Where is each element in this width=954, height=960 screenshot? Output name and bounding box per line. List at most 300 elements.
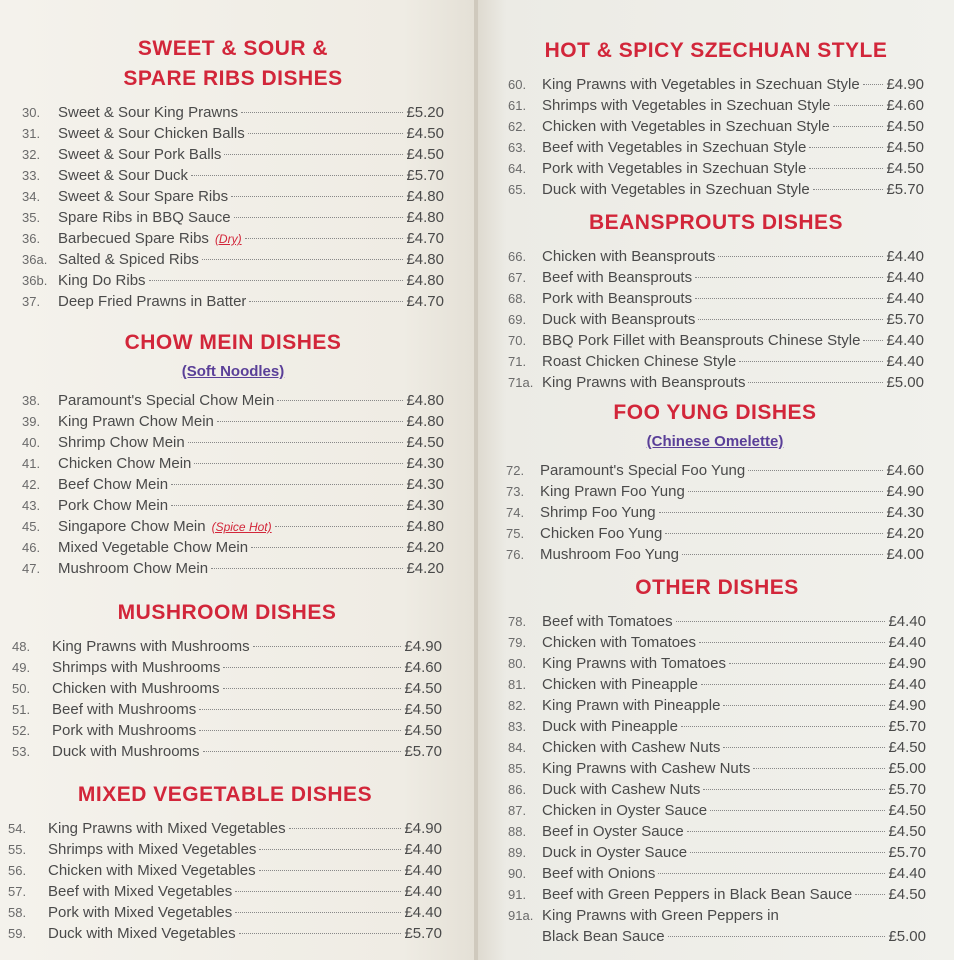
item-price: £4.30	[406, 455, 444, 472]
item-name: Duck with Mixed Vegetables	[48, 925, 236, 942]
leader-dots	[833, 126, 884, 127]
item-number: 38.	[22, 393, 41, 408]
item-name: King Prawns with Beansprouts	[542, 374, 746, 391]
menu-item	[22, 186, 444, 207]
menu-item	[22, 270, 444, 291]
item-price: £4.40	[404, 841, 442, 858]
item-price: £4.60	[886, 462, 924, 479]
menu-item-continued	[508, 926, 926, 947]
leader-dots	[239, 933, 402, 934]
item-name: Beef with Mixed Vegetables	[48, 883, 233, 900]
section-heading: MIXED VEGETABLE DISHES	[77, 783, 373, 806]
item-price: £4.90	[888, 697, 926, 714]
item-number: 65.	[508, 182, 527, 197]
leader-dots	[695, 277, 883, 278]
menu-section	[22, 34, 444, 312]
item-number: 56.	[8, 863, 27, 878]
menu-item	[12, 636, 442, 657]
item-price: £4.90	[886, 76, 924, 93]
leader-dots	[687, 831, 886, 832]
item-number: 55.	[8, 842, 27, 857]
item-name: Salted & Spiced Ribs	[58, 251, 199, 268]
leader-dots	[171, 484, 403, 485]
item-name: Beef with Onions	[542, 865, 656, 882]
leader-dots	[149, 280, 404, 281]
item-price: £5.70	[886, 181, 924, 198]
section-heading: SPARE RIBS DISHES	[123, 67, 343, 90]
leader-dots	[251, 547, 403, 548]
item-price: £4.50	[404, 722, 442, 739]
leader-dots	[259, 849, 401, 850]
item-number: 50.	[12, 681, 31, 696]
menu-item	[506, 460, 924, 481]
item-number: 42.	[22, 477, 41, 492]
item-price: £4.40	[404, 862, 442, 879]
menu-section	[508, 208, 924, 393]
item-number: 87.	[508, 803, 527, 818]
leader-dots	[203, 751, 402, 752]
item-name: Sweet & Sour Spare Ribs	[58, 188, 229, 205]
item-price: £4.30	[886, 504, 924, 521]
item-number: 30.	[22, 105, 41, 120]
item-name: Duck with Cashew Nuts	[542, 781, 701, 798]
item-price: £4.90	[886, 483, 924, 500]
item-number: 63.	[508, 140, 527, 155]
item-price: £4.40	[888, 634, 926, 651]
item-price: £4.40	[886, 290, 924, 307]
leader-dots	[202, 259, 404, 260]
menu-item	[22, 558, 444, 579]
item-name: King Do Ribs	[58, 272, 146, 289]
item-number: 72.	[506, 463, 525, 478]
item-number: 64.	[508, 161, 527, 176]
item-name: Pork Chow Mein	[58, 497, 169, 514]
leader-dots	[718, 256, 883, 257]
item-price: £4.80	[406, 209, 444, 226]
leader-dots	[277, 400, 403, 401]
menu-item	[506, 523, 924, 544]
item-name: King Prawns with Mixed Vegetables	[48, 820, 286, 837]
menu-item	[22, 291, 444, 312]
leader-dots	[191, 175, 403, 176]
menu-item-list	[22, 102, 444, 312]
menu-item	[508, 158, 924, 179]
menu-section	[22, 328, 444, 579]
item-price: £4.40	[886, 248, 924, 265]
menu-item	[508, 884, 926, 905]
item-name: Beef with Vegetables in Szechuan Style	[542, 139, 807, 156]
item-number: 76.	[506, 547, 525, 562]
menu-item	[508, 611, 926, 632]
menu-item	[22, 537, 444, 558]
menu-item	[12, 678, 442, 699]
menu-item	[508, 137, 924, 158]
item-name: Sweet & Sour Duck	[58, 167, 189, 184]
item-name: Chicken with Mushrooms	[52, 680, 220, 697]
section-heading: MUSHROOM DISHES	[117, 601, 337, 624]
section-heading: FOO YUNG DISHES	[613, 401, 817, 424]
leader-dots	[275, 526, 404, 527]
menu-item	[508, 905, 926, 926]
item-number: 57.	[8, 884, 27, 899]
menu-item	[508, 179, 924, 200]
leader-dots	[682, 554, 883, 555]
menu-item-list	[508, 74, 924, 200]
leader-dots	[235, 891, 401, 892]
section-subtitle: (Chinese Omelette)	[646, 433, 784, 450]
item-name: Chicken with Cashew Nuts	[542, 739, 721, 756]
item-number: 31.	[22, 126, 41, 141]
leader-dots	[681, 726, 886, 727]
item-name: Mixed Vegetable Chow Mein	[58, 539, 249, 556]
item-name: Pork with Beansprouts	[542, 290, 693, 307]
item-name: Beef with Tomatoes	[542, 613, 673, 630]
item-name: Sweet & Sour King Prawns	[58, 104, 239, 121]
item-number: 60.	[508, 77, 527, 92]
menu-item	[506, 502, 924, 523]
item-price: £4.50	[886, 139, 924, 156]
item-number: 61.	[508, 98, 527, 113]
section-heading: HOT & SPICY SZECHUAN STYLE	[544, 39, 888, 62]
item-number: 74.	[506, 505, 525, 520]
item-name: Deep Fried Prawns in Batter	[58, 293, 247, 310]
leader-dots	[224, 154, 403, 155]
item-price: £4.30	[406, 476, 444, 493]
menu-section	[508, 36, 924, 200]
item-name: Duck with Beansprouts	[542, 311, 696, 328]
item-number: 89.	[508, 845, 527, 860]
menu-item-list	[508, 611, 926, 947]
item-price: £4.40	[404, 904, 442, 921]
item-price: £5.70	[404, 925, 442, 942]
item-name: Pork with Vegetables in Szechuan Style	[542, 160, 807, 177]
leader-dots	[249, 301, 403, 302]
leader-dots	[723, 747, 885, 748]
menu-item-list	[8, 818, 442, 944]
item-number: 52.	[12, 723, 31, 738]
item-note: (Dry)	[214, 232, 242, 246]
item-name: Duck with Vegetables in Szechuan Style	[542, 181, 810, 198]
item-name: Shrimps with Mixed Vegetables	[48, 841, 257, 858]
item-number: 59.	[8, 926, 27, 941]
item-price: £4.40	[888, 676, 926, 693]
menu-item	[8, 902, 442, 923]
item-name: Chicken with Tomatoes	[542, 634, 696, 651]
leader-dots	[703, 789, 885, 790]
menu-item	[508, 309, 924, 330]
item-number: 35.	[22, 210, 41, 225]
item-price: £5.70	[404, 743, 442, 760]
item-price: £4.50	[888, 802, 926, 819]
leader-dots	[234, 217, 404, 218]
item-price: £4.80	[406, 518, 444, 535]
item-price: £4.50	[406, 125, 444, 142]
item-name: Beef with Mushrooms	[52, 701, 197, 718]
menu-item	[508, 653, 926, 674]
item-number: 78.	[508, 614, 527, 629]
menu-item	[508, 842, 926, 863]
leader-dots	[217, 421, 404, 422]
item-name: Beef in Oyster Sauce	[542, 823, 684, 840]
menu-item	[22, 516, 444, 537]
menu-item	[8, 839, 442, 860]
menu-item	[508, 330, 924, 351]
menu-item	[508, 821, 926, 842]
leader-dots	[199, 730, 401, 731]
item-number: 82.	[508, 698, 527, 713]
item-number: 91a.	[508, 908, 534, 923]
item-name: Shrimps with Vegetables in Szechuan Style	[542, 97, 831, 114]
menu-item	[508, 716, 926, 737]
menu-item	[508, 246, 924, 267]
leader-dots	[658, 873, 885, 874]
item-number: 90.	[508, 866, 527, 881]
menu-item-list	[12, 636, 442, 762]
leader-dots	[289, 828, 402, 829]
item-number: 46.	[22, 540, 41, 555]
item-number: 53.	[12, 744, 31, 759]
leader-dots	[259, 870, 402, 871]
item-name: King Prawns with Cashew Nuts	[542, 760, 751, 777]
item-name: Duck with Mushrooms	[52, 743, 200, 760]
item-name: Chicken with Mixed Vegetables	[48, 862, 256, 879]
item-name: Roast Chicken Chinese Style	[542, 353, 737, 370]
leader-dots	[241, 112, 403, 113]
menu-item	[508, 351, 924, 372]
item-name-continued: Black Bean Sauce	[542, 928, 665, 945]
menu-item-list	[22, 390, 444, 579]
leader-dots	[211, 568, 403, 569]
menu-item	[508, 737, 926, 758]
item-price: £4.90	[404, 820, 442, 837]
item-price: £4.40	[886, 269, 924, 286]
item-name: Pork with Mixed Vegetables	[48, 904, 233, 921]
leader-dots	[199, 709, 401, 710]
item-name: King Prawns with Vegetables in Szechuan Style	[542, 76, 860, 93]
item-price: £4.20	[406, 539, 444, 556]
item-price: £5.00	[888, 928, 926, 945]
item-price: £4.90	[888, 655, 926, 672]
menu-item	[508, 267, 924, 288]
item-name: Sweet & Sour Chicken Balls	[58, 125, 245, 142]
menu-item	[508, 674, 926, 695]
item-price: £4.80	[406, 188, 444, 205]
item-number: 36.	[22, 231, 41, 246]
item-number: 81.	[508, 677, 527, 692]
menu-item	[12, 699, 442, 720]
item-number: 84.	[508, 740, 527, 755]
item-price: £4.60	[404, 659, 442, 676]
item-number: 80.	[508, 656, 527, 671]
item-price: £4.80	[406, 272, 444, 289]
menu-item	[508, 95, 924, 116]
item-name: Duck with Pineapple	[542, 718, 678, 735]
menu-item	[508, 116, 924, 137]
item-name: Spare Ribs in BBQ Sauce	[58, 209, 231, 226]
menu-item	[22, 249, 444, 270]
menu-section	[8, 780, 442, 944]
item-number: 41.	[22, 456, 41, 471]
menu-item	[22, 453, 444, 474]
item-name: Chicken with Pineapple	[542, 676, 698, 693]
item-price: £5.00	[888, 760, 926, 777]
leader-dots	[194, 463, 403, 464]
item-name: Mushroom Chow Mein	[58, 560, 209, 577]
item-name: Chicken in Oyster Sauce	[542, 802, 708, 819]
leader-dots	[855, 894, 885, 895]
menu-item	[22, 102, 444, 123]
leader-dots	[235, 912, 401, 913]
item-price: £4.40	[886, 353, 924, 370]
leader-dots	[809, 168, 883, 169]
item-name: King Prawns with Green Peppers in	[542, 907, 779, 924]
menu-item	[22, 144, 444, 165]
item-number: 88.	[508, 824, 527, 839]
item-name: Chicken Foo Yung	[540, 525, 663, 542]
item-name: Chicken with Vegetables in Szechuan Style	[542, 118, 830, 135]
item-number: 71a.	[508, 375, 534, 390]
item-name: King Prawns with Mushrooms	[52, 638, 250, 655]
item-number: 40.	[22, 435, 41, 450]
item-name: Shrimps with Mushrooms	[52, 659, 221, 676]
leader-dots	[659, 512, 884, 513]
item-number: 43.	[22, 498, 41, 513]
leader-dots	[695, 298, 883, 299]
leader-dots	[748, 382, 883, 383]
menu-item	[8, 881, 442, 902]
item-name: Beef with Green Peppers in Black Bean Sauce	[542, 886, 853, 903]
leader-dots	[248, 133, 404, 134]
item-price: £5.70	[406, 167, 444, 184]
item-price: £4.90	[404, 638, 442, 655]
item-number: 67.	[508, 270, 527, 285]
section-subtitle: (Soft Noodles)	[181, 363, 285, 380]
item-price: £4.50	[888, 886, 926, 903]
item-price: £4.80	[406, 413, 444, 430]
menu-item	[508, 695, 926, 716]
item-name: King Prawn Foo Yung	[540, 483, 685, 500]
menu-item	[8, 860, 442, 881]
item-price: £4.50	[886, 160, 924, 177]
item-name: King Prawn with Pineapple	[542, 697, 721, 714]
item-number: 66.	[508, 249, 527, 264]
leader-dots	[834, 105, 884, 106]
item-price: £4.40	[888, 613, 926, 630]
menu-item	[22, 411, 444, 432]
item-number: 79.	[508, 635, 527, 650]
section-heading: SWEET & SOUR &	[137, 37, 329, 60]
item-price: £4.40	[886, 332, 924, 349]
leader-dots	[809, 147, 883, 148]
leader-dots	[690, 852, 885, 853]
item-name: Pork with Mushrooms	[52, 722, 197, 739]
item-name: Duck in Oyster Sauce	[542, 844, 688, 861]
item-number: 33.	[22, 168, 41, 183]
item-number: 70.	[508, 333, 527, 348]
leader-dots	[753, 768, 885, 769]
leader-dots	[231, 196, 403, 197]
leader-dots	[739, 361, 883, 362]
item-price: £4.70	[406, 293, 444, 310]
section-heading: BEANSPROUTS DISHES	[588, 211, 844, 234]
menu-item	[22, 228, 444, 249]
item-name: BBQ Pork Fillet with Beansprouts Chinese Style	[542, 332, 861, 349]
item-price: £4.50	[406, 146, 444, 163]
item-name: King Prawns with Tomatoes	[542, 655, 726, 672]
menu-item	[22, 474, 444, 495]
leader-dots	[223, 688, 402, 689]
item-price: £4.50	[404, 701, 442, 718]
menu-item	[22, 207, 444, 228]
item-price: £4.50	[888, 739, 926, 756]
item-number: 36b.	[22, 273, 48, 288]
leader-dots	[701, 684, 886, 685]
leader-dots	[729, 663, 885, 664]
item-price: £5.20	[406, 104, 444, 121]
menu-item	[22, 390, 444, 411]
item-price: £4.20	[406, 560, 444, 577]
leader-dots	[813, 189, 884, 190]
item-price: £4.30	[406, 497, 444, 514]
leader-dots	[665, 533, 883, 534]
leader-dots	[253, 646, 402, 647]
item-number: 69.	[508, 312, 527, 327]
menu-item	[22, 165, 444, 186]
section-heading: CHOW MEIN DISHES	[124, 331, 342, 354]
leader-dots	[699, 642, 885, 643]
menu-item-list	[508, 246, 924, 393]
leader-dots	[688, 491, 884, 492]
menu-item	[22, 495, 444, 516]
menu-item	[508, 632, 926, 653]
menu-item	[12, 657, 442, 678]
item-number: 34.	[22, 189, 41, 204]
leader-dots	[723, 705, 885, 706]
item-number: 37.	[22, 294, 41, 309]
item-name: Singapore Chow Mein	[58, 518, 206, 535]
item-number: 73.	[506, 484, 525, 499]
menu-item	[506, 481, 924, 502]
menu-item	[508, 779, 926, 800]
item-name: Chicken Chow Mein	[58, 455, 192, 472]
item-name: Chicken with Beansprouts	[542, 248, 716, 265]
item-number: 32.	[22, 147, 41, 162]
menu-item	[508, 74, 924, 95]
item-price: £4.70	[406, 230, 444, 247]
item-name: Paramount's Special Foo Yung	[540, 462, 746, 479]
item-name: Beef with Beansprouts	[542, 269, 693, 286]
item-price: £4.50	[886, 118, 924, 135]
leader-dots	[223, 667, 401, 668]
menu-item	[508, 800, 926, 821]
menu-item	[12, 720, 442, 741]
item-price: £5.70	[888, 718, 926, 735]
leader-dots	[710, 810, 885, 811]
item-number: 39.	[22, 414, 41, 429]
item-number: 85.	[508, 761, 527, 776]
item-name: Mushroom Foo Yung	[540, 546, 679, 563]
menu-section	[506, 398, 924, 565]
item-price: £5.70	[886, 311, 924, 328]
item-price: £5.70	[888, 844, 926, 861]
item-price: £4.20	[886, 525, 924, 542]
menu-item	[508, 758, 926, 779]
item-number: 47.	[22, 561, 41, 576]
menu-item	[22, 432, 444, 453]
item-number: 68.	[508, 291, 527, 306]
item-number: 58.	[8, 905, 27, 920]
menu-item	[8, 818, 442, 839]
